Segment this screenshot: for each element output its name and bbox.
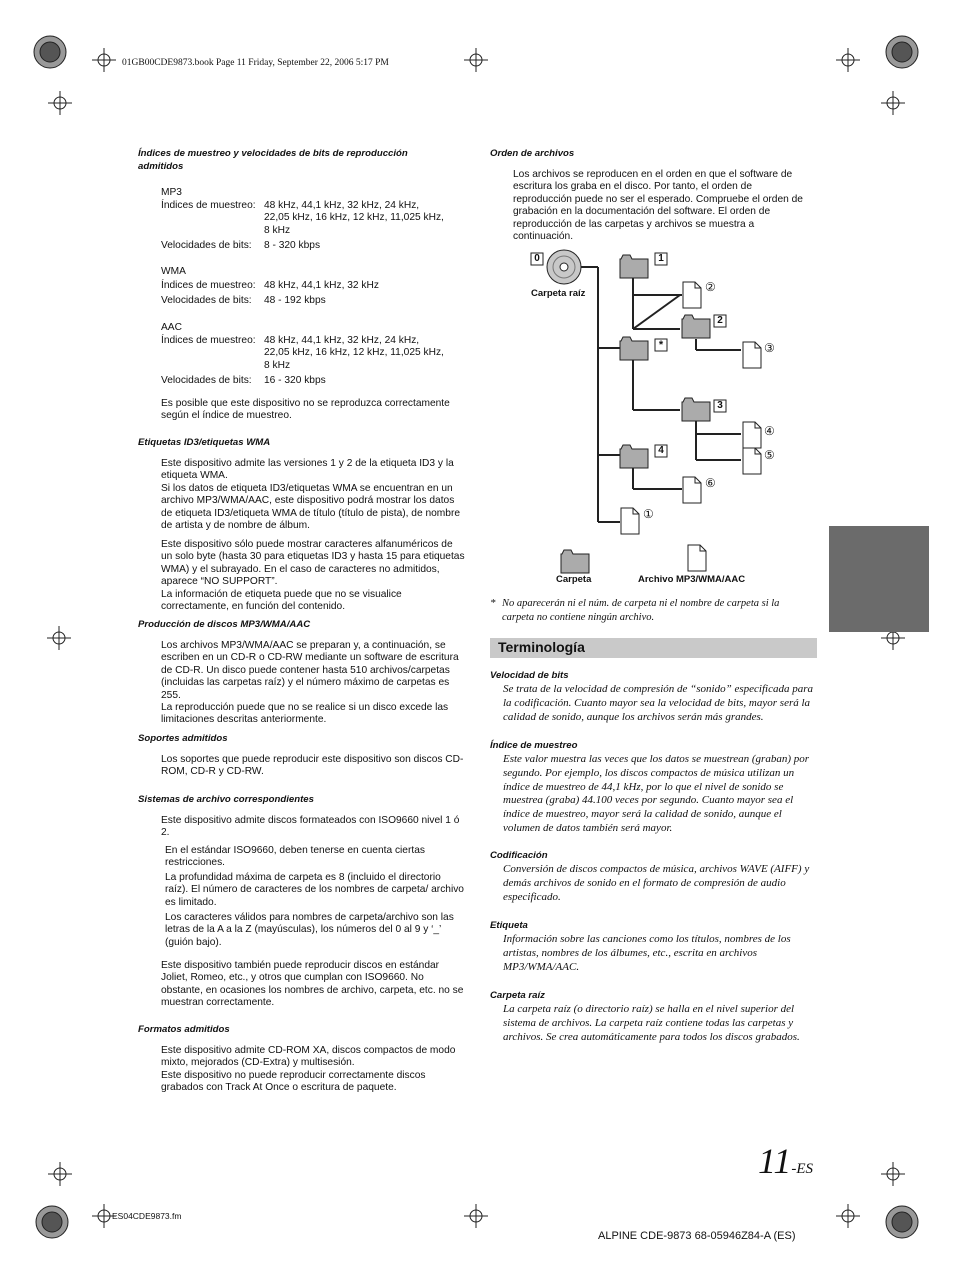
mp3-name: MP3	[161, 187, 182, 198]
production-title: Producción de discos MP3/WMA/AAC	[138, 619, 311, 630]
section-tab	[829, 526, 929, 632]
aac-sampling-line: 22,05 kHz, 16 kHz, 12 kHz, 11,025 kHz,	[264, 347, 444, 359]
wma-sampling-line: 48 kHz, 44,1 kHz, 32 kHz	[264, 280, 379, 291]
mp3-bitrate-value: 8 - 320 kbps	[264, 240, 321, 251]
term-text: Información sobre las canciones como los títulos, nombres de los artistas, nombres de los álbumes, etc., escrita en archivos MP3/WMA/AAC.	[503, 933, 791, 973]
footnote-text: No aparecerán ni el núm. de carpeta ni el nombre de carpeta si la carpeta no contiene ningún archivo.	[502, 598, 780, 623]
term-title: Codificación	[490, 850, 548, 861]
page-number-suffix: -ES	[791, 1161, 813, 1177]
file-number: ①	[643, 507, 654, 521]
aac-sampling-label: Índices de muestreo:	[161, 335, 256, 346]
term-text: Conversión de discos compactos de música, archivos WAVE (AIFF) y demás archivos de sonido en el formato de compresión de audio especificado.	[503, 863, 810, 903]
media-paragraph: Los soportes que puede reproducir este dispositivo son discos CD-ROM, CD-R y CD-RW.	[161, 754, 464, 778]
file-number: ②	[705, 280, 716, 294]
order-title: Orden de archivos	[490, 148, 575, 159]
footer-filename: ES04CDE9873.fm	[112, 1211, 182, 1221]
folder-number-1: 1	[658, 253, 664, 264]
mp3-bitrate	[161, 240, 461, 253]
aac-sampling-line: 8 kHz	[264, 359, 291, 371]
file-info-header: 01GB00CDE9873.book Page 11 Friday, September 22, 2006 5:17 PM	[122, 58, 389, 68]
production-paragraph: Los archivos MP3/WMA/AAC se preparan y, a continuación, se escriben en un CD-R o CD-RW mediante un software de escritura de CD-R. Un disco puede contener hasta 510 archivos/carpetas (incluidas las carpetas raíz) y el número máximo de carpetas es 255. La reproducción puede que no se realice si un disco excede las limitaciones descritas anteriormente.	[161, 640, 459, 726]
aac-bitrate-label: Velocidades de bits:	[161, 375, 252, 386]
file-number: ④	[764, 424, 775, 438]
term-title: Índice de muestreo	[490, 740, 578, 751]
aac-sampling	[161, 335, 461, 373]
legend-file-label: Archivo MP3/WMA/AAC	[638, 574, 746, 585]
terminology-heading: Terminología	[490, 638, 817, 658]
wma-sampling	[161, 280, 461, 293]
file-number: ③	[764, 341, 775, 355]
mp3-sampling-label: Índices de muestreo:	[161, 200, 256, 211]
id3-paragraph-2: Este dispositivo sólo puede mostrar caracteres alfanuméricos de un solo byte (hasta 30 para etiquetas ID3 y hasta 15 para etiquetas WMA) y el subrayado. En el caso de caracteres no admitidos, aparece “NO SUPPORT”. La información de etiqueta puede que no se visualice correctamente, en función del contenido.	[161, 539, 465, 613]
filesystem-bullet-3: Los caracteres válidos para nombres de carpeta/archivo son las letras de la A a la Z (mayúsculas), los números del 0 al 9 y ‘_’ (guión bajo).	[165, 912, 454, 948]
root-folder-label: Carpeta raíz	[531, 288, 586, 299]
aac-bitrate	[161, 375, 461, 388]
root-number: 0	[534, 253, 540, 264]
mp3-sampling-line: 22,05 kHz, 16 kHz, 12 kHz, 11,025 kHz,	[264, 212, 444, 224]
folder-number-4: 4	[658, 445, 664, 456]
mp3-sampling	[161, 200, 461, 238]
term-title: Velocidad de bits	[490, 670, 569, 681]
wma-bitrate-value: 48 - 192 kbps	[264, 295, 326, 306]
page-number	[758, 1140, 813, 1182]
order-paragraph: Los archivos se reproducen en el orden en que el software de escritura los graba en el disco. Por tanto, el orden de reproducción puede no ser el esperado. Compruebe el orden de grabación en la documentación del software. El orden de reproducción de las carpetas y archivos se muestra a continuación.	[513, 169, 803, 243]
wma-sampling-label: Índices de muestreo:	[161, 280, 256, 291]
rates-title: Índices de muestreo y velocidades de bits de reproducción admitidos	[138, 148, 408, 172]
term-title: Carpeta raíz	[490, 990, 545, 1001]
folder-number-asterisk: *	[658, 339, 664, 351]
term-title: Etiqueta	[490, 920, 528, 931]
footer-model: ALPINE CDE-9873 68-05946Z84-A (ES)	[598, 1230, 796, 1242]
id3-paragraph-1: Este dispositivo admite las versiones 1 y 2 de la etiqueta ID3 y la etiqueta WMA. Si los datos de etiqueta ID3/etiquetas WMA se encuentran en un archivo MP3/WMA/AAC, este dispositivo podrá mostrar los datos de etiqueta ID3/etiqueta WMA de título (título de pista), de nombre de artista y de nombre de álbum.	[161, 458, 461, 532]
wma-bitrate	[161, 295, 461, 308]
aac-name: AAC	[161, 322, 182, 333]
wma-name: WMA	[161, 266, 186, 277]
file-number: ⑤	[764, 448, 775, 462]
page-number-value: 11	[758, 1141, 792, 1181]
filesystem-paragraph-2: Este dispositivo también puede reproducir discos en estándar Joliet, Romeo, etc., y otros que cumplan con ISO9660. No obstante, en ocasiones los nombres de archivo, carpeta, etc. no se muestran correctamente.	[161, 960, 464, 1009]
mp3-sampling-line: 48 kHz, 44,1 kHz, 32 kHz, 24 kHz,	[264, 200, 420, 211]
filesystem-bullet-2: La profundidad máxima de carpeta es 8 (incluido el directorio raíz). El número de caracteres de los nombres de carpeta/ archivo es limitado.	[165, 872, 464, 908]
term-text: La carpeta raíz (o directorio raíz) se halla en el nivel superior del sistema de archivos. La carpeta raíz contiene todas las carpetas y archivos. Se crea automáticamente para todos los discos grabados.	[503, 1003, 800, 1043]
mp3-bitrate-label: Velocidades de bits:	[161, 240, 252, 251]
formats-title: Formatos admitidos	[138, 1024, 230, 1035]
folder-number-3: 3	[717, 400, 723, 411]
aac-bitrate-value: 16 - 320 kbps	[264, 375, 326, 386]
wma-bitrate-label: Velocidades de bits:	[161, 295, 252, 306]
filesystem-paragraph-1: Este dispositivo admite discos formateados con ISO9660 nivel 1 ó 2.	[161, 815, 460, 839]
term-text: Este valor muestra las veces que los datos se muestrean (graban) por segundo. Por ejemplo, los discos compactos de música utilizan un índice de muestreo de 44,1 kHz, por lo que el nivel de sonido se muestrea (graba) 44.100 veces por segundo. Cuanto mayor sea el índice de muestreo, mayor será la calidad de sonido, aunque el volumen de datos también será mayor.	[503, 753, 810, 834]
mp3-sampling-line: 8 kHz	[264, 224, 291, 236]
rates-note: Es posible que este dispositivo no se reproduzca correctamente según el índice de muestreo.	[161, 398, 450, 422]
term-text: Se trata de la velocidad de compresión de “sonido” especificada para la codificación. Cuanto mayor sea la velocidad de bits, mayor será la calidad de sonido, aunque los archivos serán más grandes.	[503, 683, 813, 723]
aac-sampling-line: 48 kHz, 44,1 kHz, 32 kHz, 24 kHz,	[264, 335, 420, 346]
media-title: Soportes admitidos	[138, 733, 228, 744]
filesystem-bullet-1: En el estándar ISO9660, deben tenerse en cuenta ciertas restricciones.	[165, 845, 425, 869]
folder-number-2: 2	[717, 315, 723, 326]
cd-disc-icon	[547, 250, 581, 284]
filesystem-title: Sistemas de archivo correspondientes	[138, 794, 314, 805]
footnote-mark: *	[490, 597, 496, 609]
id3-title: Etiquetas ID3/etiquetas WMA	[138, 437, 271, 448]
formats-paragraph: Este dispositivo admite CD-ROM XA, discos compactos de modo mixto, mejorados (CD-Extra) y multisesión. Este dispositivo no puede reproducir correctamente discos grabados con Track At Once o escritura de paquete.	[161, 1045, 456, 1094]
legend-folder-label: Carpeta	[556, 574, 592, 585]
file-number: ⑥	[705, 476, 716, 490]
